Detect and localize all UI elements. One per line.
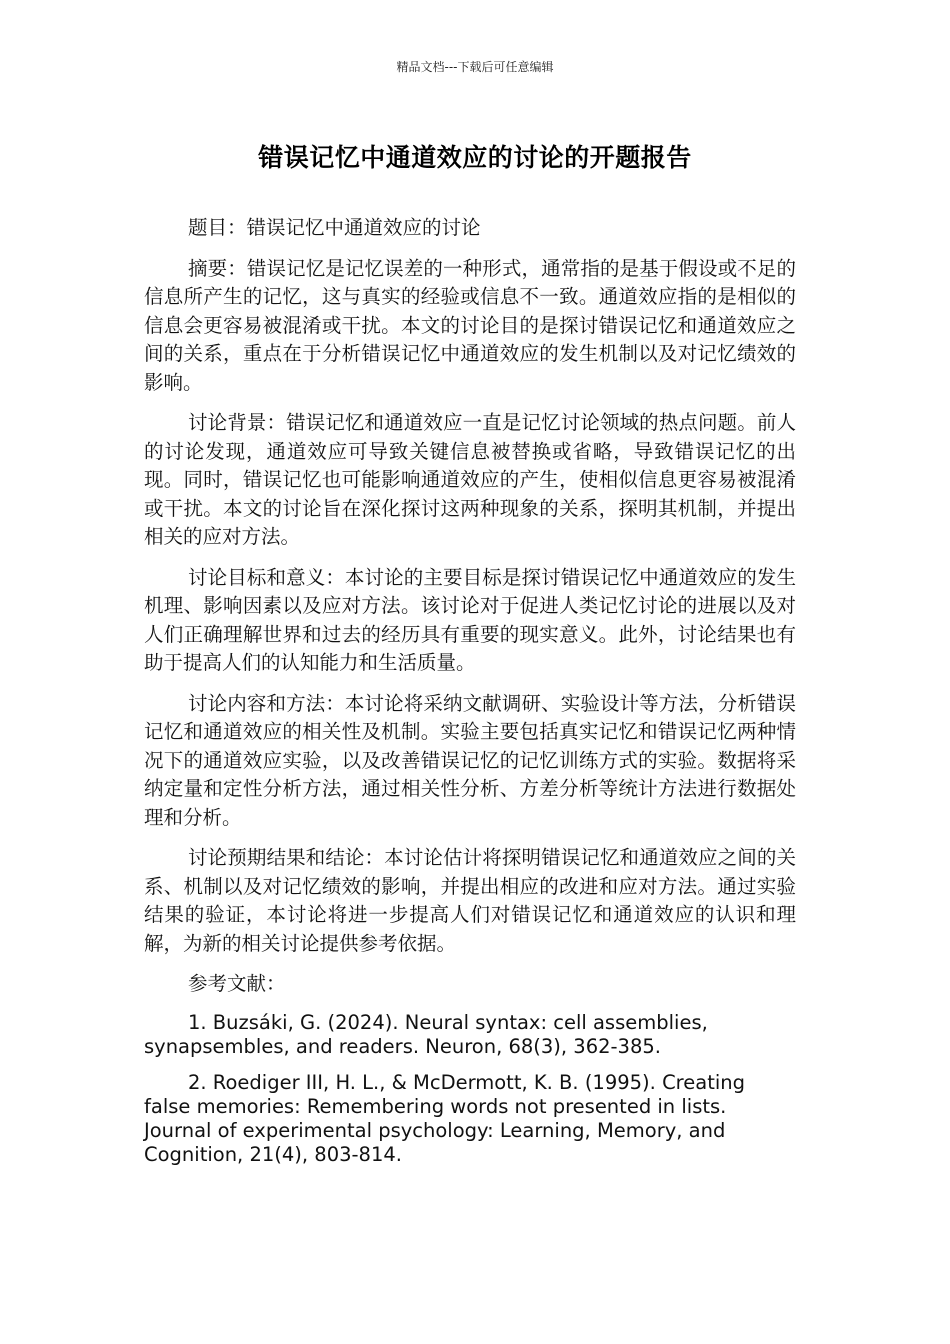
header-note: 精品文档---下载后可任意编辑 — [396, 60, 554, 74]
document-title: 错误记忆中通道效应的讨论的开题报告 — [258, 143, 692, 172]
topic-paragraph: 题目：错误记忆中通道效应的讨论 — [188, 216, 481, 239]
methods-paragraph: 讨论内容和方法：本讨论将采纳文献调研、实验设计等方法，分析错误记忆和通道效应的相关性及机制。实验主要包括真实记忆和错误记忆两种情况下的通道效应实验，以及改善错误记忆的记忆训练方式的实验。数据将采纳定量和定性分析方法，通过相关性分析、方差分析等统计方法进行数据处理和分析。 — [144, 691, 796, 829]
abstract-paragraph: 摘要：错误记忆是记忆误差的一种形式，通常指的是基于假设或不足的信息所产生的记忆，这与真实的经验或信息不一致。通道效应指的是相似的信息会更容易被混淆或干扰。本文的讨论目的是探讨错误记忆和通道效应之间的关系，重点在于分析错误记忆中通道效应的发生机制以及对记忆绩效的影响。 — [144, 256, 796, 394]
expected-results-paragraph: 讨论预期结果和结论：本讨论估计将探明错误记忆和通道效应之间的关系、机制以及对记忆绩效的影响，并提出相应的改进和应对方法。通过实验结果的验证，本讨论将进一步提高人们对错误记忆和通道效应的认识和理解，为新的相关讨论提供参考依据。 — [144, 846, 796, 955]
background-paragraph: 讨论背景：错误记忆和通道效应一直是记忆讨论领域的热点问题。前人的讨论发现，通道效应可导致关键信息被替换或省略，导致错误记忆的出现。同时，错误记忆也可能影响通道效应的产生，使相似信息更容易被混淆或干扰。本文的讨论旨在深化探讨这两种现象的关系，探明其机制，并提出相关的应对方法。 — [144, 411, 796, 548]
goals-paragraph: 讨论目标和意义：本讨论的主要目标是探讨错误记忆中通道效应的发生机理、影响因素以及应对方法。该讨论对于促进人类记忆讨论的进展以及对人们正确理解世界和过去的经历具有重要的现实意义。此外，讨论结果也有助于提高人们的认知能力和生活质量。 — [144, 565, 796, 674]
reference-item: 2. Roediger III, H. L., & McDermott, K. B. (1995). Creating false memories: Remembering words not presented in lists. Journal of experimental psychology: Learning, Memory, and Cognition, 21(4), 803-814. — [144, 1070, 746, 1166]
references-heading: 参考文献： — [188, 972, 286, 995]
document-body — [144, 214, 796, 1179]
reference-item: 1. Buzsáki, G. (2024). Neural syntax: cell assemblies, synapsembles, and readers. Neuron, 68(3), 362-385. — [144, 1010, 708, 1058]
